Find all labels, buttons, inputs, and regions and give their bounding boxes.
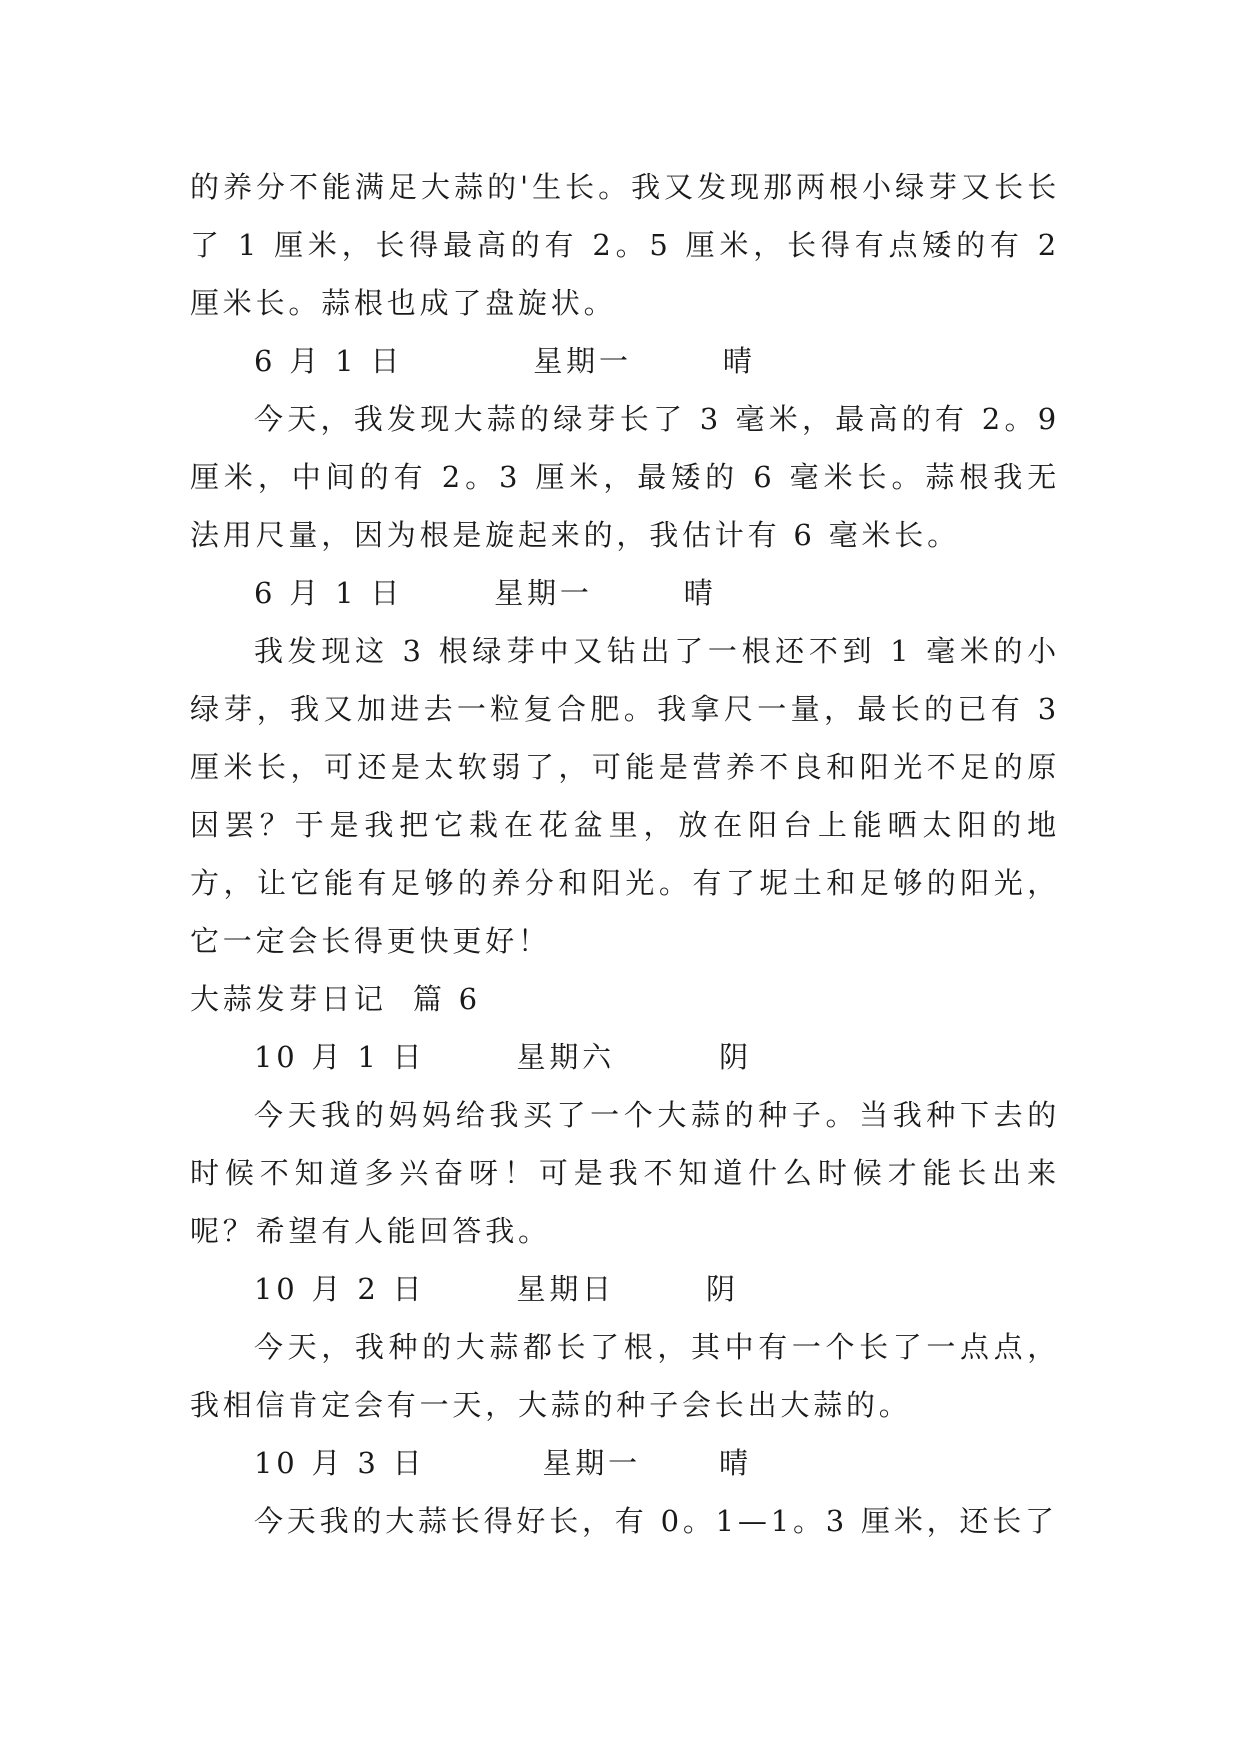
diary-paragraph: 我发现这 3 根绿芽中又钻出了一根还不到 1 毫米的小绿芽，我又加进去一粒复合肥。我拿尺一量，最长的已有 3 厘米长，可还是太软弱了，可能是营养不良和阳光不足的原因罢？于是我把它栽在花盆里，放在阳台上能晒太阳的地方，让它能有足够的养分和阳光。有了坭土和足够的阳光，它一定会长得更快更好！	[190, 634, 1060, 958]
diary-date-line: 10 月 2 日 星期日 阴	[254, 1272, 739, 1306]
diary-paragraph: 今天我的妈妈给我买了一个大蒜的种子。当我种下去的时候不知道多兴奋呀！可是我不知道什么时候才能长出来呢？希望有人能回答我。	[190, 1098, 1060, 1248]
paragraph-continued: 的养分不能满足大蒜的'生长。我又发现那两根小绿芽又长长了 1 厘米，长得最高的有 2。5 厘米，长得有点矮的有 2 厘米长。蒜根也成了盘旋状。	[190, 170, 1060, 320]
section-heading: 大蒜发芽日记 篇 6	[190, 982, 481, 1016]
diary-date-line: 6 月 1 日 星期一 晴	[254, 576, 717, 610]
diary-paragraph: 今天我的大蒜长得好长，有 0。1—1。3 厘米，还长了	[254, 1504, 1058, 1538]
diary-date-line: 10 月 1 日 星期六 阴	[254, 1040, 752, 1074]
document-body	[190, 158, 1060, 1550]
diary-date-line: 10 月 3 日 星期一 晴	[254, 1446, 752, 1480]
diary-date-line: 6 月 1 日 星期一 晴	[254, 344, 756, 378]
diary-paragraph: 今天，我种的大蒜都长了根，其中有一个长了一点点，我相信肯定会有一天，大蒜的种子会长出大蒜的。	[190, 1330, 1060, 1422]
diary-paragraph: 今天，我发现大蒜的绿芽长了 3 毫米，最高的有 2。9 厘米，中间的有 2。3 厘米，最矮的 6 毫米长。蒜根我无法用尺量，因为根是旋起来的，我估计有 6 毫米长。	[190, 402, 1060, 552]
